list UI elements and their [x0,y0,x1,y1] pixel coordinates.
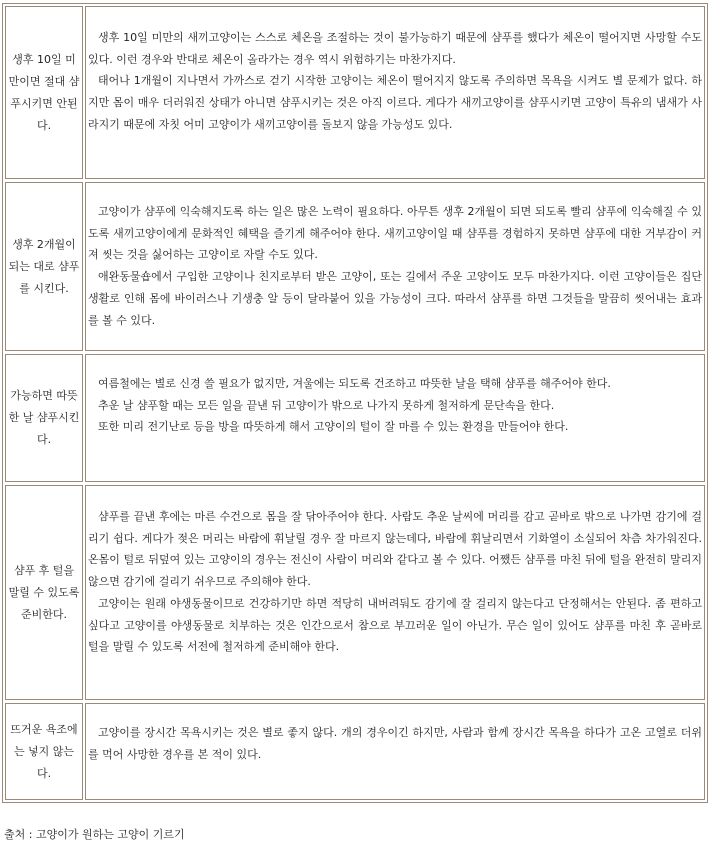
row-heading: 생후 10일 미만이면 절대 샴푸시키면 안된다. [5,6,83,179]
row-heading: 샴푸 후 털을 말릴 수 있도록 준비한다. [5,485,83,700]
table-row [5,6,705,179]
row-content [85,354,705,482]
row-heading: 생후 2개월이 되는 대로 샴푸를 시킨다. [5,182,83,351]
row-heading: 뜨거운 욕조에는 넣지 않는다. [5,703,83,800]
paragraph: 고양이를 장시간 목욕시키는 것은 별로 좋지 않다. 개의 경우이긴 하지만, 사람과 함께 장시간 목욕을 하다가 고온 고열로 더위를 먹어 사망한 경우를 본 적이 있다. [88,726,702,761]
row-content [85,703,705,800]
tips-table [2,3,708,803]
row-heading: 가능하면 따뜻한 날 샴푸시킨다. [5,354,83,482]
paragraph: 추운 날 샴푸할 때는 모든 일을 끝낸 뒤 고양이가 밖으로 나가지 못하게 철저하게 문단속을 한다. [98,398,555,412]
paragraph: 여름철에는 별로 신경 쓸 필요가 없지만, 겨울에는 되도록 건조하고 따뜻한 날을 택해 샴푸를 해주어야 한다. [98,377,611,390]
paragraph: 태어나 1개월이 지나면서 가까스로 걷기 시작한 고양이는 체온이 떨어지지 않도록 주의하면 목욕을 시켜도 별 문제가 없다. 하지만 몸이 매우 더러워진 상태가 아니면 샴푸시키는 것은 아직 이르다. 게다가 새끼고양이를 샴푸시키면 고양이 특유의 냄새가 사라지기 때문에 자칫 어미 고양이가 새끼고양이를 돌보지 않을 가능성도 있다. [88,74,702,131]
table-row [5,182,705,351]
paragraph: 생후 10일 미만의 새끼고양이는 스스로 체온을 조절하는 것이 불가능하기 때문에 샴푸를 했다가 체온이 떨어지면 사망할 수도 있다. 이런 경우와 반대로 체온이 올라가는 경우 역시 위험하기는 마찬가지다. [88,31,702,66]
row-content [85,182,705,351]
table-row [5,703,705,800]
paragraph: 또한 미리 전기난로 등을 방을 따뜻하게 해서 고양이의 털이 잘 마를 수 있는 환경을 만들어야 한다. [98,420,569,434]
row-content [85,485,705,700]
table-row [5,485,705,700]
paragraph: 고양이가 샴푸에 익숙해지도록 하는 일은 많은 노력이 필요하다. 아무튼 생후 2개월이 되면 되도록 빨리 샴푸에 익숙해질 수 있도록 새끼고양이에게 문화적인 혜택을 즐기게 해주어야 한다. 새끼고양이일 때 샴푸를 경험하지 못하면 샴푸에 대한 거부감이 커져 씻는 것을 싫어하는 고양이로 자랄 수도 있다. [88,205,702,262]
table-row [5,354,705,482]
paragraph: 고양이는 원래 야생동물이므로 건강하기만 하면 적당히 내버려둬도 감기에 잘 걸리지 않는다고 단정해서는 안된다. 좀 편하고 싶다고 고양이를 야생동물로 치부하는 것은 인간으로서 참으로 부끄러운 일이 아닌가. 무슨 일이 있어도 샴푸를 마친 후 곧바로 털을 말릴 수 있도록 서전에 철저하게 준비해야 한다. [88,596,702,654]
paragraph: 애완동물숍에서 구입한 고양이나 친지로부터 받은 고양이, 또는 길에서 주운 고양이도 모두 마찬가지다. 이런 고양이들은 집단생활로 인해 몸에 바이러스나 기생충 알 등이 달라붙어 있을 가능성이 크다. 따라서 샴푸를 하면 그것들을 말끔히 씻어내는 효과를 볼 수 있다. [88,270,702,327]
row-content [85,6,705,179]
paragraph: 샴푸를 끝낸 후에는 마른 수건으로 몸을 잘 닦아주어야 한다. 사람도 추운 날씨에 머리를 감고 곧바로 밖으로 나가면 감기에 걸리기 쉽다. 게다가 젖은 머리는 바람에 휘날릴 경우 잘 마르지 않는데다, 바람에 휘날리면서 기화열이 소실되어 차츰 차가워진다. 온몸이 털로 뒤덮여 있는 고양이의 경우는 전신이 사람이 머리와 같다고 볼 수 있다. 어쨌든 샴푸를 마친 뒤에 털을 완전히 말리지 않으면 감기에 걸리기 쉬우므로 주의해야 한다. [88,510,702,589]
source-caption: 출처 : 고양이가 원하는 고양이 기르기 [4,828,185,841]
